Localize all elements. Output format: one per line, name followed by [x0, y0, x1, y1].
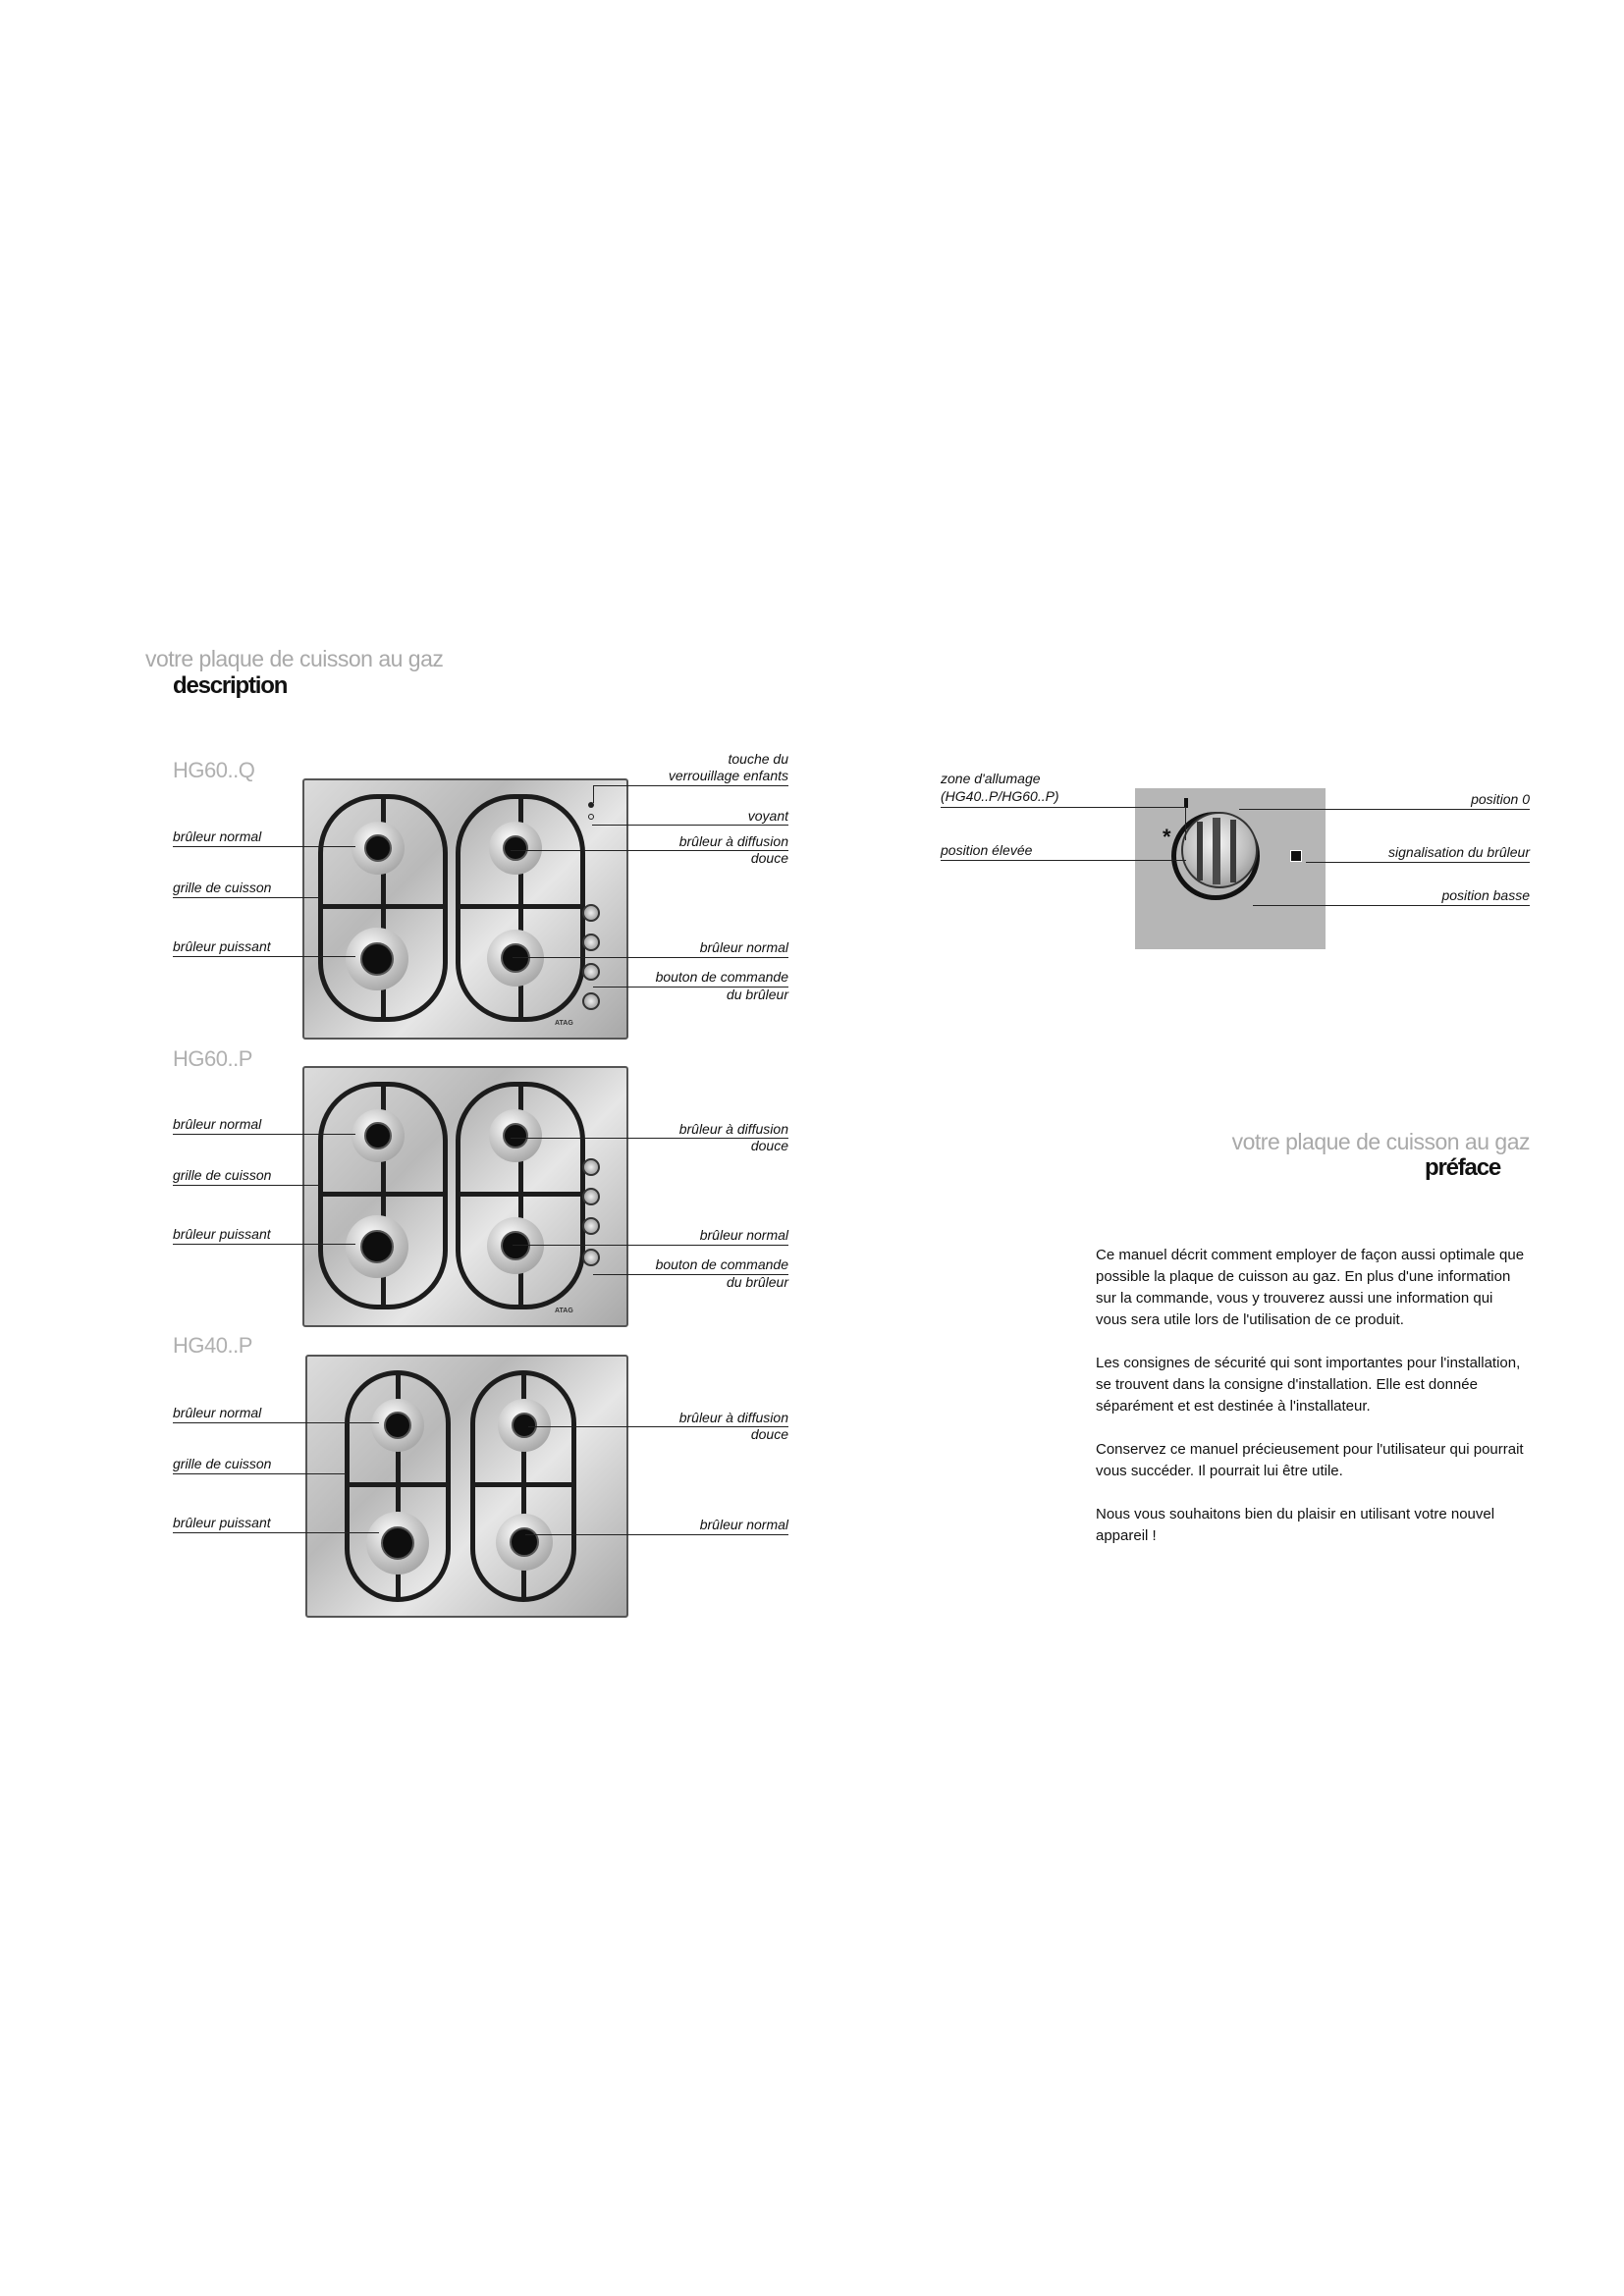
label-diffusion-line1: brûleur à diffusion [678, 1410, 788, 1425]
preface-body [1096, 1245, 1528, 1569]
burner-cap [360, 942, 394, 976]
hob-hg40p-image [305, 1355, 628, 1618]
burner-cap [512, 1413, 537, 1438]
preface-paragraph: Nous vous souhaitons bien du plaisir en utilisant votre nouvel appareil ! [1096, 1506, 1495, 1544]
control-knob [582, 1158, 600, 1176]
control-knob [582, 934, 600, 951]
label-voyant: voyant [747, 808, 788, 824]
knob-ridge [1213, 818, 1220, 884]
label-bruleur-normal: brûleur normal [173, 828, 262, 844]
description-subtitle: votre plaque de cuisson au gaz [145, 646, 444, 671]
control-knob [582, 963, 600, 981]
hob-hg60q-image [302, 778, 628, 1040]
label-signalisation: signalisation du brûleur [1388, 844, 1530, 860]
burner-cap [501, 943, 530, 973]
preface-paragraph: Ce manuel décrit comment employer de façon aussi optimale que possible la plaque de cuisson au gaz. En plus d'une information sur la commande, vous y trouverez aussi une information qui vous sera utile lors de l'utilisation de ce produit. [1096, 1247, 1525, 1328]
label-zone-allumage-line2: (HG40..P/HG60..P) [941, 788, 1059, 804]
knob-diagram-image [1135, 788, 1326, 949]
model-title-hg60q: HG60..Q [173, 758, 255, 782]
ignition-star-icon: * [1163, 825, 1171, 849]
burner-normal [487, 930, 544, 987]
model-title-hg40p: HG40..P [173, 1333, 252, 1358]
label-bruleur-normal-right: brûleur normal [699, 939, 788, 955]
burner-normal [496, 1514, 553, 1571]
control-knob [582, 1188, 600, 1205]
brand-logo: ATAG [555, 1020, 573, 1027]
label-bouton-line2: du brûleur [726, 987, 788, 1002]
label-grille-cuisson: grille de cuisson [173, 1456, 272, 1471]
burner-simmer [498, 1399, 551, 1452]
control-knob [582, 992, 600, 1010]
burner-powerful [346, 1215, 408, 1278]
label-diffusion-line2: douce [750, 850, 788, 866]
model-title-hg60p: HG60..P [173, 1046, 252, 1071]
burner-normal [487, 1217, 544, 1274]
label-bruleur-normal-right: brûleur normal [699, 1227, 788, 1243]
brand-logo: ATAG [555, 1308, 573, 1314]
burner-cap [510, 1527, 539, 1557]
burner-cap [381, 1526, 414, 1560]
burner-normal [371, 1399, 424, 1452]
label-diffusion-line1: brûleur à diffusion [678, 833, 788, 849]
burner-normal [352, 822, 405, 875]
label-position-0: position 0 [1471, 791, 1530, 807]
label-bouton-line1: bouton de commande [655, 1256, 788, 1272]
burner-simmer [489, 1109, 542, 1162]
label-grille-cuisson: grille de cuisson [173, 880, 272, 895]
label-bruleur-normal-right: brûleur normal [699, 1517, 788, 1532]
label-touche-line2: verrouillage enfants [668, 768, 788, 783]
burner-cap [384, 1412, 411, 1439]
label-bouton-line2: du brûleur [726, 1274, 788, 1290]
label-diffusion-line2: douce [750, 1426, 788, 1442]
burner-cap [364, 1122, 392, 1149]
hob-hg60p-image [302, 1066, 628, 1327]
knob-ridge [1197, 822, 1203, 881]
indicator-light [588, 814, 594, 820]
preface-heading: préface [1425, 1154, 1500, 1181]
burner-powerful [346, 928, 408, 990]
knob-ridge [1230, 820, 1236, 882]
label-bruleur-puissant: brûleur puissant [173, 1515, 271, 1530]
label-bruleur-normal: brûleur normal [173, 1405, 262, 1420]
label-bouton-line1: bouton de commande [655, 969, 788, 985]
preface-subtitle: votre plaque de cuisson au gaz [1231, 1129, 1530, 1154]
control-knob-large [1181, 812, 1258, 888]
burner-cap [503, 1123, 528, 1148]
burner-normal [352, 1109, 405, 1162]
burner-cap [501, 1231, 530, 1260]
label-touche-line1: touche du [728, 751, 788, 767]
label-grille-cuisson: grille de cuisson [173, 1167, 272, 1183]
label-position-elevee: position élevée [941, 842, 1033, 858]
label-zone-allumage-line1: zone d'allumage [941, 771, 1041, 786]
control-knob [582, 904, 600, 922]
burner-cap [360, 1230, 394, 1263]
label-diffusion-line1: brûleur à diffusion [678, 1121, 788, 1137]
label-position-basse: position basse [1441, 887, 1530, 903]
preface-paragraph: Conservez ce manuel précieusement pour l'utilisateur qui pourrait vous succéder. Il pourrait lui être utile. [1096, 1441, 1524, 1479]
label-bruleur-puissant: brûleur puissant [173, 1226, 271, 1242]
label-diffusion-line2: douce [750, 1138, 788, 1153]
burner-powerful [366, 1512, 429, 1575]
label-bruleur-normal: brûleur normal [173, 1116, 262, 1132]
preface-paragraph: Les consignes de sécurité qui sont importantes pour l'installation, se trouvent dans la consigne d'installation. Elle est donnée séparément et est destinée à l'installateur. [1096, 1355, 1521, 1415]
label-bruleur-puissant: brûleur puissant [173, 938, 271, 954]
description-heading: description [173, 672, 288, 699]
control-knob [582, 1249, 600, 1266]
burner-cap [503, 835, 528, 861]
burner-cap [364, 834, 392, 862]
control-knob [582, 1217, 600, 1235]
burner-simmer [489, 822, 542, 875]
